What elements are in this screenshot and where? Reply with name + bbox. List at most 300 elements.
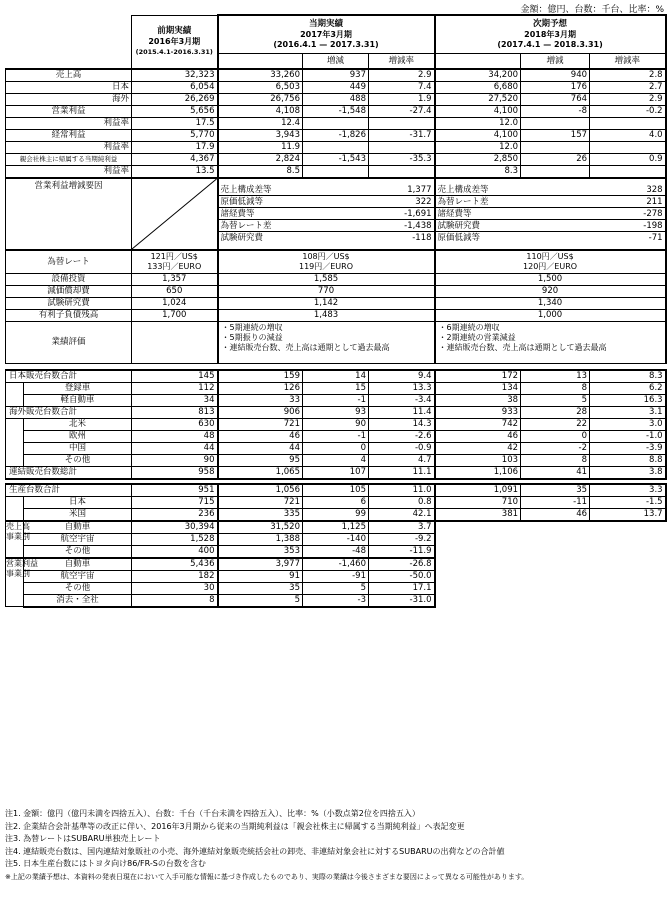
prev-value: 8 [132,594,218,607]
prev-value: 5,656 [132,105,218,117]
curr-rate: 7.4 [369,81,435,93]
prev-value: 958 [132,466,218,479]
row-label: 欧州 [24,430,132,442]
prev-value: 32,323 [132,69,218,82]
factor-item [436,232,665,244]
next-value: 46 [435,430,521,442]
next-change: -11 [521,496,590,508]
table-row [6,93,666,105]
curr-change [303,141,369,153]
table-row [6,117,666,129]
factors-next [435,178,666,250]
curr-rate: -26.8 [369,558,435,571]
indent-cell [6,454,24,466]
header-next-value [435,54,521,69]
header-blank [6,15,132,69]
factor-name: 試験研究費 [436,220,597,232]
row-label: 消去・全社 [24,594,132,607]
next-change: 5 [521,394,590,406]
next-value: 1,000 [435,309,666,321]
row-label: 軽自動車 [24,394,132,406]
evaluation-label: 業績評価 [6,321,132,363]
evaluation-next [435,321,666,363]
row-label: 利益率 [6,165,132,178]
curr-value: 1,065 [218,466,303,479]
next-change: 28 [521,406,590,418]
curr-change: -1,460 [303,558,369,571]
factor-value: -118 [412,232,432,243]
table-row [6,394,666,406]
table-row [6,129,666,141]
curr-rate: 0.8 [369,496,435,508]
row-label: 北米 [24,418,132,430]
curr-rate: 3.7 [369,521,435,534]
table-row [6,558,666,571]
curr-value: 95 [218,454,303,466]
evaluation-item: ・連結販売台数、売上高は通期として過去最高 [438,342,607,352]
segment-profit-label-line: 事業別 [6,568,30,578]
prev-value: 30 [132,582,218,594]
prev-value: 1,357 [132,273,218,285]
segment-sales-label-line: 売上高 [6,521,30,531]
prev-value: 48 [132,430,218,442]
indent-cell [6,442,24,454]
curr-value: 1,142 [218,297,435,309]
curr-change: -1,548 [303,105,369,117]
next-value: 933 [435,406,521,418]
table-row [6,406,666,418]
next-rate: -1.5 [590,496,666,508]
table-row [6,430,666,442]
header-curr-period: 2017年3月期 [300,30,352,40]
factor-item [219,208,434,220]
row-label: 自動車 [24,521,132,534]
next-value: 1,500 [435,273,666,285]
prev-value: 5,436 [132,558,218,571]
table-row [6,382,666,394]
curr-value: 91 [218,570,303,582]
evaluation-item: ・6期連続の増収 [438,322,500,332]
fx-rate: 119円／EURO [298,261,354,271]
header-next-rate: 増減率 [590,54,666,69]
row-label: 売上高 [6,69,132,82]
row-label: 減価償却費 [6,285,132,297]
curr-rate [369,165,435,178]
segment-profit-label-line: 営業利益 [6,558,38,568]
prev-value: 13.5 [132,165,218,178]
curr-value: 46 [218,430,303,442]
evaluation-item: ・連結販売台数、売上高は通期として過去最高 [221,342,390,352]
curr-rate [369,117,435,129]
prev-value: 6,054 [132,81,218,93]
curr-rate: 11.4 [369,406,435,418]
factor-value: -198 [596,220,664,232]
table-row [6,81,666,93]
prev-value: 236 [132,508,218,521]
next-value: 4,100 [435,129,521,141]
next-change: 764 [521,93,590,105]
curr-value: 44 [218,442,303,454]
curr-value: 1,388 [218,533,303,545]
table-row [6,153,666,165]
next-rate [590,141,666,153]
row-label: 米国 [24,508,132,521]
next-change: 46 [521,508,590,521]
factor-name: 為替レート差 [436,196,597,208]
curr-value: 5 [218,594,303,607]
footnote: 注5. 日本生産台数にはトヨタ向け86/FR-Sの台数を含む [5,859,206,868]
factor-value: -1,438 [355,220,433,232]
prev-value: 1,024 [132,297,218,309]
factor-value: 211 [596,196,664,208]
table-row [6,545,666,558]
prev-value: 17.9 [132,141,218,153]
factor-name: 試験研究費 [220,232,264,243]
row-label: 航空宇宙 [24,570,132,582]
header-prev [132,15,218,69]
next-value: 12.0 [435,117,521,129]
prev-value: 813 [132,406,218,418]
next-rate: 3.8 [590,466,666,479]
next-change: 8 [521,382,590,394]
curr-change: 937 [303,69,369,82]
header-prev-title: 前期実績 [157,26,192,36]
curr-change: 14 [303,370,369,383]
factor-name: 為替レート差 [219,220,356,232]
next-change: 26 [521,153,590,165]
factor-name: 諸経費等 [436,208,597,220]
row-label: 利益率 [6,117,132,129]
row-label: 生産台数合計 [6,484,132,497]
next-rate [590,117,666,129]
factor-name: 原価低減等 [437,232,481,243]
header-next-range: (2017.4.1 — 2018.3.31) [497,40,603,50]
curr-change: -48 [303,545,369,558]
row-label: 中国 [24,442,132,454]
curr-change: 105 [303,484,369,497]
row-label: 自動車 [24,558,132,571]
table-row [6,105,666,117]
next-value: 103 [435,454,521,466]
next-rate: 4.0 [590,129,666,141]
next-value: 920 [435,285,666,297]
fx-rate: 121円／US$ [150,251,198,261]
curr-value: 33,260 [218,69,303,82]
fx-rate: 120円／EURO [523,261,578,271]
curr-change: 99 [303,508,369,521]
evaluation-item: ・2期連続の営業減益 [438,332,516,342]
indent-cell [6,430,24,442]
segment-sales-label [6,521,30,558]
evaluation-item: ・5期振りの減益 [221,332,283,342]
table-row [6,418,666,430]
header-rate: 増減率 [369,54,435,69]
curr-rate: 9.4 [369,370,435,383]
table-row [6,69,666,82]
curr-value: 721 [218,496,303,508]
row-label: 海外 [6,93,132,105]
curr-value: 1,483 [218,309,435,321]
curr-value: 4,108 [218,105,303,117]
header-next-period: 2018年3月期 [524,30,576,40]
curr-rate: -31.7 [369,129,435,141]
curr-value: 159 [218,370,303,383]
factor-item [219,220,434,232]
prev-value: 30,394 [132,521,218,534]
fx-label: 為替レート [6,250,132,274]
row-label: 連結販売台数総計 [6,466,132,479]
curr-rate: -31.0 [369,594,435,607]
factor-name: 売上構成差等 [436,184,597,196]
curr-rate: 11.0 [369,484,435,497]
footnote: 注3. 為替レートはSUBARU単独売上レート [5,834,161,843]
next-change [521,117,590,129]
curr-value: 353 [218,545,303,558]
next-value: 742 [435,418,521,430]
indent-cell [6,496,24,508]
factor-name: 売上構成差等 [219,184,356,196]
row-label: 営業利益 [6,105,132,117]
next-rate: 8.8 [590,454,666,466]
next-rate: -3.9 [590,442,666,454]
table-row [6,178,666,250]
prev-value: 1,700 [132,309,218,321]
curr-change [303,117,369,129]
next-rate: 6.2 [590,382,666,394]
next-value: 1,106 [435,466,521,479]
next-rate: 8.3 [590,370,666,383]
row-label: 利益率 [6,141,132,153]
next-value: 38 [435,394,521,406]
next-change: 8 [521,454,590,466]
table-row [6,570,666,582]
indent-cell [6,382,24,394]
next-rate: 2.9 [590,93,666,105]
curr-value: 33 [218,394,303,406]
factor-item [436,208,665,220]
next-rate: 0.9 [590,153,666,165]
header-curr-value [218,54,303,69]
curr-change: 90 [303,418,369,430]
prev-value: 630 [132,418,218,430]
factor-value: -1,691 [355,208,433,220]
row-label: その他 [24,545,132,558]
fx-prev [132,250,218,274]
curr-rate [369,141,435,153]
table-row [6,533,666,545]
next-change: 41 [521,466,590,479]
curr-change: 488 [303,93,369,105]
results-table [5,14,667,608]
row-label: 有利子負債残高 [6,309,132,321]
factor-name: 諸経費等 [219,208,356,220]
curr-change: 1,125 [303,521,369,534]
curr-rate: -27.4 [369,105,435,117]
prev-value: 145 [132,370,218,383]
next-value: 8.3 [435,165,521,178]
curr-rate: 14.3 [369,418,435,430]
curr-value: 6,503 [218,81,303,93]
next-rate: 2.7 [590,81,666,93]
curr-rate: 2.9 [369,69,435,82]
header-next-chg: 増減 [521,54,590,69]
footnote: 注2. 企業結合会計基準等の改正に伴い、2016年3月期から従来の当期純利益は「親会社株主に帰属する当期純利益」へ表記変更 [5,821,465,831]
next-change: 13 [521,370,590,383]
next-value: 172 [435,370,521,383]
next-rate: 13.7 [590,508,666,521]
factor-item [219,196,434,208]
header-curr [218,15,435,54]
prev-value: 26,269 [132,93,218,105]
table-row [6,297,666,309]
factors-next-list [436,184,665,243]
table-row [6,582,666,594]
curr-rate: -2.6 [369,430,435,442]
next-value: 2,850 [435,153,521,165]
curr-change: -3 [303,594,369,607]
next-value: 710 [435,496,521,508]
unit-note: 金額：億円、台数：千台、比率：% [520,5,664,15]
table-row [6,466,666,479]
curr-value: 35 [218,582,303,594]
table-row [6,250,666,274]
curr-rate: -9.2 [369,533,435,545]
next-rate: -1.0 [590,430,666,442]
curr-change: -140 [303,533,369,545]
curr-change: -1,826 [303,129,369,141]
diagonal-line [132,179,217,249]
curr-change [303,165,369,178]
row-label: 設備投資 [6,273,132,285]
curr-rate: -35.3 [369,153,435,165]
evaluation-item: ・5期連続の増収 [221,322,283,332]
header-curr-title: 当期実績 [309,19,344,30]
prev-value: 951 [132,484,218,497]
curr-value: 11.9 [218,141,303,153]
curr-value: 31,520 [218,521,303,534]
curr-rate: -50.0 [369,570,435,582]
curr-value: 770 [218,285,435,297]
prev-value: 4,367 [132,153,218,165]
curr-value: 12.4 [218,117,303,129]
row-label: 日本 [24,496,132,508]
footnote: 注4. 連結販売台数は、国内連結対象販社の小売、海外連結対象販売統括会社の卸売、非連結対象会社に対するSUBARUの出荷などの合計値 [5,846,505,856]
next-rate: -0.2 [590,105,666,117]
row-label: 日本販売台数合計 [6,370,132,383]
next-change: -8 [521,105,590,117]
segment-sales-label-line: 事業別 [6,531,30,541]
next-rate: 3.3 [590,484,666,497]
next-value: 381 [435,508,521,521]
next-value: 1,091 [435,484,521,497]
row-label: 親会社株主に帰属する当期純利益 [6,153,132,165]
next-change: -2 [521,442,590,454]
header-next [435,15,666,54]
table-row [6,442,666,454]
curr-value: 126 [218,382,303,394]
next-value: 1,340 [435,297,666,309]
next-change: 940 [521,69,590,82]
segment-profit-label [6,558,38,607]
curr-value: 26,756 [218,93,303,105]
curr-change: 93 [303,406,369,418]
next-rate: 3.1 [590,406,666,418]
next-change: 176 [521,81,590,93]
curr-change: 449 [303,81,369,93]
next-rate: 2.8 [590,69,666,82]
next-change [521,141,590,153]
factors-curr [218,178,435,250]
row-label: 登録車 [24,382,132,394]
table-row [6,508,666,521]
curr-change: 4 [303,454,369,466]
next-change: 22 [521,418,590,430]
curr-change: 107 [303,466,369,479]
prev-value: 5,770 [132,129,218,141]
next-rate [590,165,666,178]
row-label: 日本 [6,81,132,93]
row-label: 海外販売台数合計 [6,406,132,418]
fx-rate: 133円／EURO [147,261,202,271]
prev-value: 90 [132,454,218,466]
factor-item [219,184,434,196]
next-value: 27,520 [435,93,521,105]
factor-item [219,232,434,244]
curr-value: 906 [218,406,303,418]
factor-name: 原価低減等 [219,196,356,208]
next-change [521,165,590,178]
curr-change: -1 [303,394,369,406]
next-value: 134 [435,382,521,394]
row-label: 試験研究費 [6,297,132,309]
prev-value: 400 [132,545,218,558]
table-row [6,15,666,54]
curr-rate: 13.3 [369,382,435,394]
fx-next [435,250,666,274]
curr-rate: -0.9 [369,442,435,454]
prev-value: 44 [132,442,218,454]
curr-value: 1,585 [218,273,435,285]
curr-rate: 11.1 [369,466,435,479]
indent-cell [6,508,24,521]
header-prev-period: 2016年3月期 [148,37,201,46]
curr-value: 3,943 [218,129,303,141]
header-curr-range: (2016.4.1 — 2017.3.31) [273,40,379,50]
next-value: 42 [435,442,521,454]
factor-value: 1,377 [355,184,433,196]
prev-value: 17.5 [132,117,218,129]
row-label: 経常利益 [6,129,132,141]
table-row [6,285,666,297]
curr-rate: 17.1 [369,582,435,594]
prev-value: 650 [132,285,218,297]
factor-value: -71 [648,232,663,243]
curr-value: 721 [218,418,303,430]
table-row [6,484,666,497]
footnotes [5,808,665,883]
prev-value: 182 [132,570,218,582]
prev-value: 34 [132,394,218,406]
fx-rate: 110円／US$ [526,251,574,261]
header-prev-range: (2015.4.1-2016.3.31) [135,48,213,56]
footnote: 注1. 金額：億円（億円未満を四捨五入）、台数：千台（千台未満を四捨五入）、比率：%（小数点第2位を四捨五入） [5,809,420,818]
curr-value: 8.5 [218,165,303,178]
factors-curr-list [219,184,434,243]
factors-prev-empty [132,178,218,250]
curr-value: 2,824 [218,153,303,165]
curr-rate: -3.4 [369,394,435,406]
curr-change: 15 [303,382,369,394]
